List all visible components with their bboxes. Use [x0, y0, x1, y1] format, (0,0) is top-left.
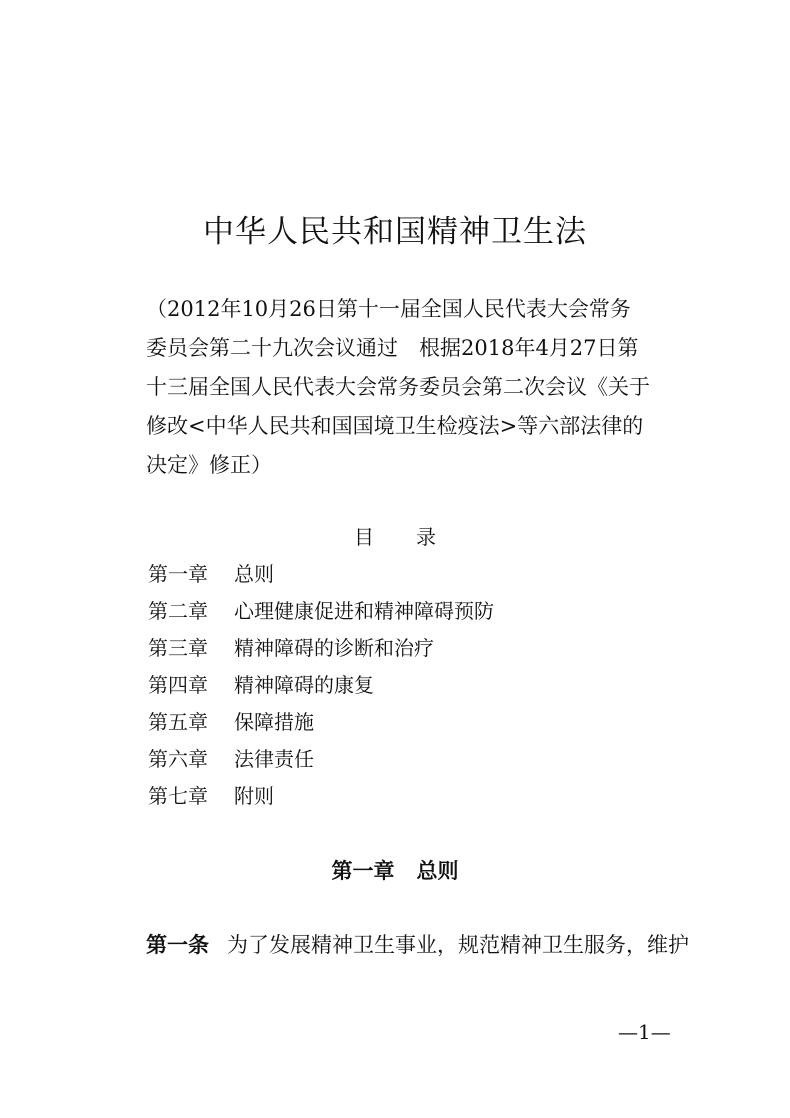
- toc-item: [148, 778, 648, 815]
- toc-chapter-number: 第五章: [148, 710, 208, 734]
- toc-chapter-title: 法律责任: [234, 747, 314, 771]
- toc-item: [148, 556, 648, 593]
- preamble-line: （2012年10月26日第十一届全国人民代表大会常务: [146, 297, 631, 321]
- toc-chapter-number: 第三章: [148, 636, 208, 660]
- article-paragraph: [146, 928, 706, 962]
- toc-chapter-number: 第二章: [148, 599, 208, 623]
- toc-chapter-number: 第六章: [148, 747, 208, 771]
- toc-item: [148, 704, 648, 741]
- toc-chapter-number: 第四章: [148, 673, 208, 697]
- toc-item: [148, 741, 648, 778]
- chapter-number: 第一章: [331, 859, 395, 883]
- page-number: —1—: [618, 1020, 671, 1044]
- toc-chapter-title: 精神障碍的诊断和治疗: [234, 636, 434, 660]
- toc-chapter-title: 附则: [234, 784, 274, 808]
- preamble-line: 委员会第二十九次会议通过 根据2018年4月27日第: [146, 336, 639, 360]
- preamble-line: 修改<中华人民共和国国境卫生检疫法>等六部法律的: [146, 414, 644, 438]
- toc-item: [148, 593, 648, 630]
- toc-chapter-title: 心理健康促进和精神障碍预防: [234, 599, 494, 623]
- article-text: 为了发展精神卫生事业，规范精神卫生服务，维护: [227, 933, 689, 957]
- preamble-line: 决定》修正）: [146, 453, 272, 477]
- legislative-history-note: [146, 290, 666, 485]
- chapter-heading: [0, 854, 790, 888]
- toc-chapter-title: 精神障碍的康复: [234, 673, 374, 697]
- toc-chapter-title: 总则: [234, 562, 274, 586]
- chapter-title: 总则: [416, 859, 459, 883]
- toc-item: [148, 630, 648, 667]
- table-of-contents-heading: 目录: [354, 525, 478, 549]
- toc-chapter-title: 保障措施: [234, 710, 314, 734]
- document-title: 中华人民共和国精神卫生法: [203, 214, 587, 250]
- toc-item: [148, 667, 648, 704]
- article-label: 第一条: [146, 933, 209, 957]
- preamble-line: 十三届全国人民代表大会常务委员会第二次会议《关于: [146, 375, 650, 399]
- toc-chapter-number: 第七章: [148, 784, 208, 808]
- table-of-contents: [148, 556, 648, 815]
- toc-chapter-number: 第一章: [148, 562, 208, 586]
